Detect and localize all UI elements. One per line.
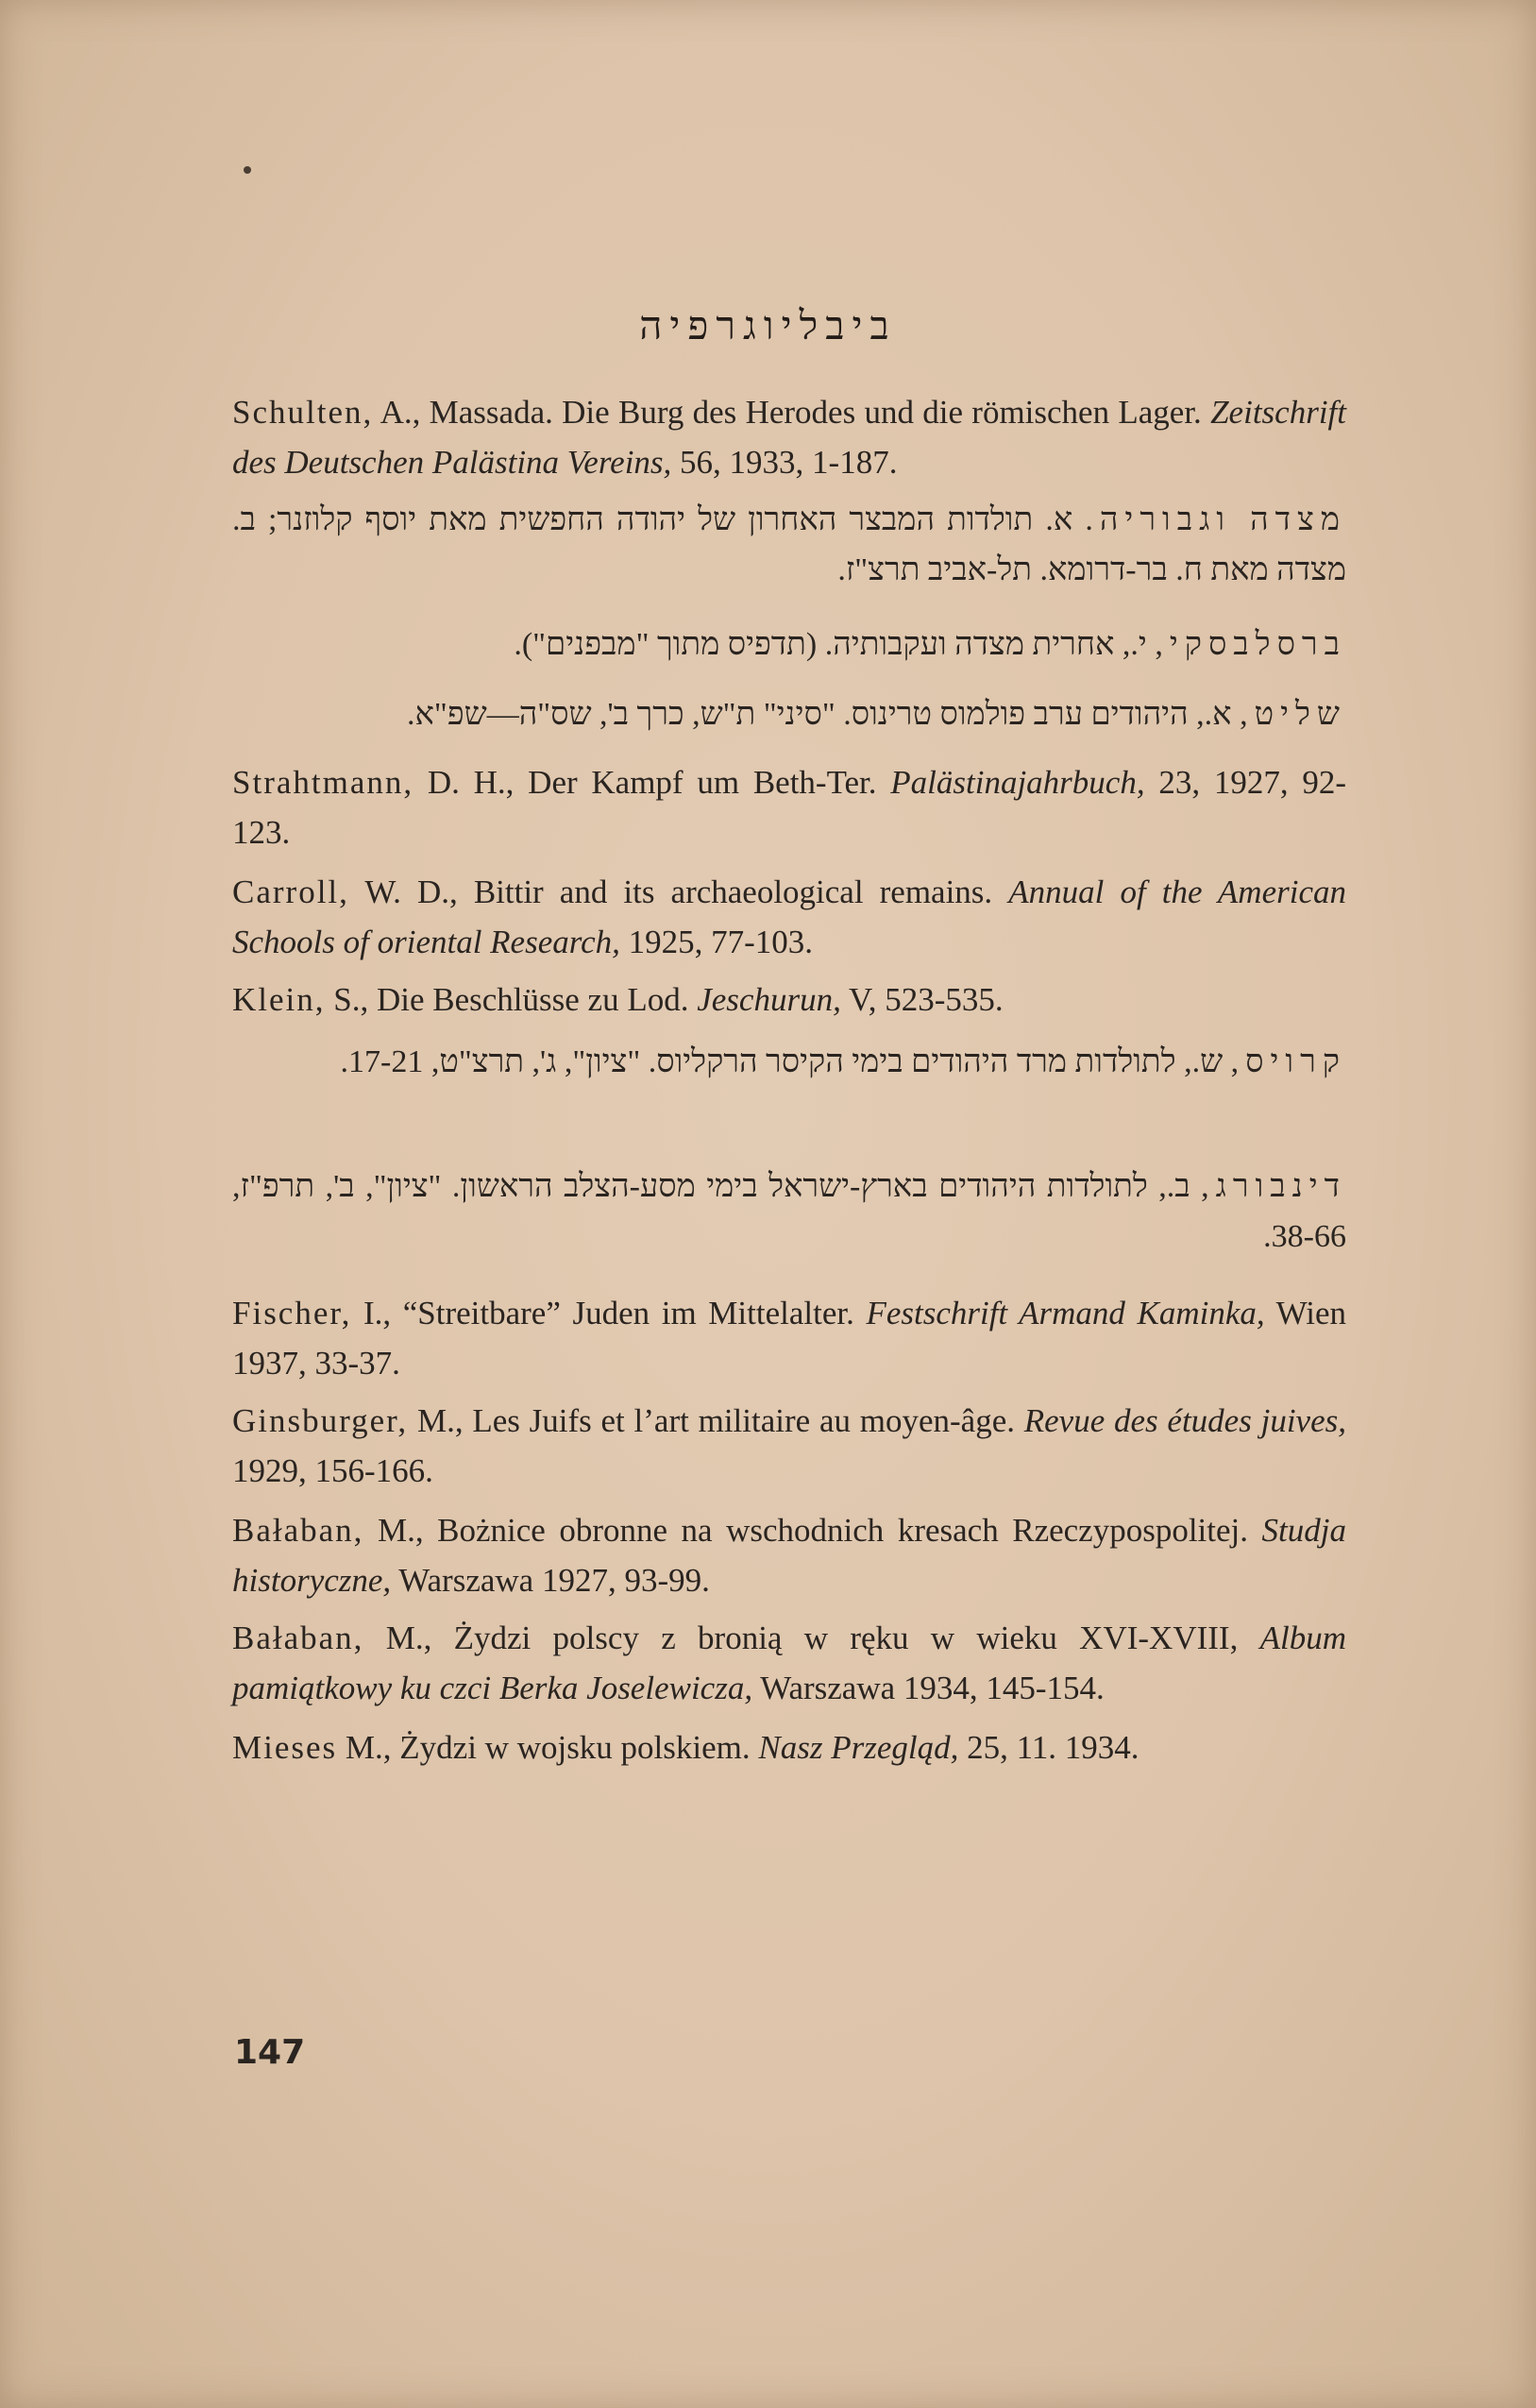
entry-details: Warszawa 1927, 93-99. xyxy=(391,1562,710,1599)
entry-text: A., Massada. Die Burg des Herodes und die römischen Lager. xyxy=(380,394,1211,431)
entry-author: Fischer, xyxy=(232,1295,352,1331)
entry-author: שליט, xyxy=(1240,697,1346,732)
entry-author: Bałaban, xyxy=(232,1619,364,1656)
page-number: 147 xyxy=(234,2033,306,2072)
entry-text: א. תולדות המבצר האחרון של יהודה החפשית מאת יוסף קלוזנר; ב. מצדה מאת ח. בר-דרומא. תל-אביב תרצ"ז. xyxy=(232,502,1346,587)
entry-author: Bałaban, xyxy=(232,1512,364,1549)
entry-title: Zeitschrift des Deutschen Palästina Vereins, xyxy=(232,394,1346,481)
entry-text: M., Bożnice obronne na wschodnich kresach Rzeczypospolitej. xyxy=(363,1512,1262,1549)
entry-details: V, 523-535. xyxy=(840,981,1004,1018)
entry-text: S., Die Beschlüsse zu Lod. xyxy=(325,981,698,1018)
entry-details: 1925, 77-103. xyxy=(619,924,814,960)
entry-title: Studja historyczne, xyxy=(232,1512,1346,1599)
entry-title: Nasz Przegląd, xyxy=(758,1729,959,1766)
entry-author: Ginsburger, xyxy=(232,1402,409,1439)
entry-title: Festschrift Armand Kaminka, xyxy=(866,1295,1265,1331)
entry-author: דינבורג, xyxy=(1201,1169,1346,1204)
entry-title: Album pamiątkowy ku czci Berka Joselewicza, xyxy=(232,1619,1346,1706)
entry-author: Mieses xyxy=(232,1729,338,1766)
entry-author: Carroll, xyxy=(232,873,349,910)
entry-title: Revue des études juives, xyxy=(1023,1402,1346,1439)
entry-author: ברסלבסקי, xyxy=(1155,627,1346,662)
entry-details: Wien 1937, 33-37. xyxy=(232,1295,1346,1382)
entry-details: 25, 11. 1934. xyxy=(958,1729,1139,1766)
entry-text: D. H., Der Kampf um Beth-Ter. xyxy=(414,764,891,801)
entry-title: Annual of the American Schools of oriental Research, xyxy=(232,873,1347,960)
entry-details: Warszawa 1934, 145-154. xyxy=(752,1670,1105,1706)
entry-details: 56, 1933, 1-187. xyxy=(671,444,898,481)
entry-author: מצדה וגבוריה. xyxy=(1085,502,1346,537)
entry-title: Jeschurun, xyxy=(697,981,841,1018)
entry-details: 23, 1927, 92-123. xyxy=(232,764,1347,851)
entry-text: M., Żydzi polscy z bronią w ręku w wieku XVI-XVIII, xyxy=(363,1619,1260,1656)
entry-details: 1929, 156-166. xyxy=(232,1452,433,1489)
entry-text: M., Żydzi w wojsku polskiem. xyxy=(337,1729,759,1766)
entry-text: ב., לתולדות היהודים בארץ-ישראל בימי מסע-הצלב הראשון. "ציון", ב', תרפ"ז, 38-66. xyxy=(232,1169,1346,1254)
entry-text: W. D., Bittir and its archaeological remains. xyxy=(348,873,1009,910)
entry-author: Schulten, xyxy=(232,394,374,431)
entry-text: י., אחרית מצדה ועקבותיה. (תדפיס מתוך "מבפנים"). xyxy=(514,627,1156,662)
page-title: ביבליוגרפיה xyxy=(639,302,897,348)
entry-text: א., היהודים ערב פולמוס טרינוס. "סיני" ת"ש, כרך ב', שס"ה—שפ"א. xyxy=(407,697,1241,732)
entry-author: קרויס, xyxy=(1230,1044,1346,1079)
entry-title: Palästinajahrbuch, xyxy=(890,764,1145,801)
entry-author: Strahtmann, xyxy=(232,764,414,801)
entry-author: Klein, xyxy=(232,981,326,1018)
entry-text: M., Les Juifs et l’art militaire au moyen-âge. xyxy=(408,1402,1024,1439)
entry-text: ש., לתולדות מרד היהודים בימי הקיסר הרקליוס. "ציון", ג', תרצ"ט, 17-21. xyxy=(340,1044,1231,1079)
entry-text: I., “Streitbare” Juden im Mittelalter. xyxy=(351,1295,867,1331)
